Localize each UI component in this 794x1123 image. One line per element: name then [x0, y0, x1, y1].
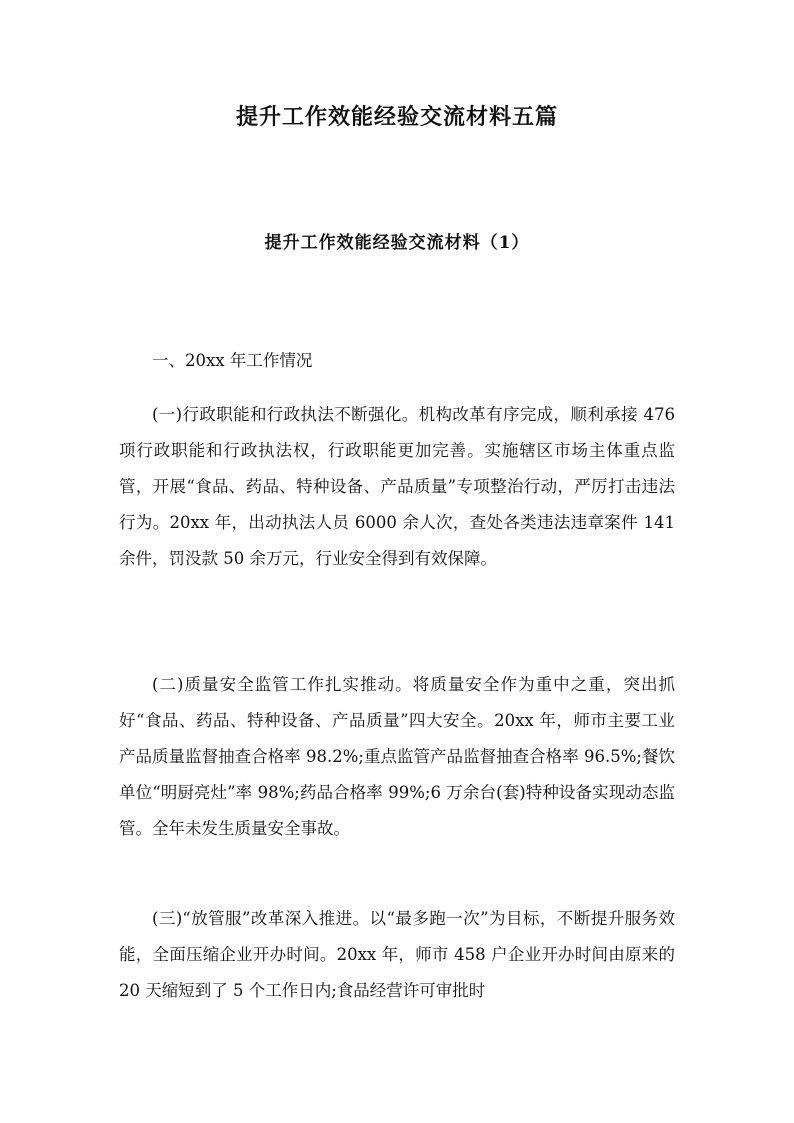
paragraph-3: (三)“放管服”改革深入推进。以“最多跑一次”为目标，不断提升服务效能，全面压缩企业开办时间。20xx 年，师市 458 户企业开办时间由原来的 20 天缩短到了 5 个工作日内;食品经营许可审批时 — [119, 909, 675, 1000]
document-subtitle: 提升工作效能经验交流材料（1） — [264, 233, 530, 253]
document-title: 提升工作效能经验交流材料五篇 — [235, 104, 558, 130]
section-heading: 一、20xx 年工作情况 — [152, 351, 313, 370]
paragraph-2: (二)质量安全监管工作扎实推动。将质量安全作为重中之重，突出抓好“食品、药品、特种设备、产品质量”四大安全。20xx 年，师市主要工业产品质量监督抽查合格率 98.2%;重点监管产品监督抽查合格率 96.5%;餐饮单位“明厨亮灶”率 98%;药品合格率 99%;6 万余台(套)特种设备实现动态监管。全年未发生质量安全事故。 — [119, 675, 675, 838]
paragraph-1: (一)行政职能和行政执法不断强化。机构改革有序完成，顺利承接 476 项行政职能和行政执法权，行政职能更加完善。实施辖区市场主体重点监管，开展“食品、药品、特种设备、产品质量”专项整治行动，严厉打击违法行为。20xx 年，出动执法人员 6000 余人次，查处各类违法违章案件 141 余件，罚没款 50 余万元，行业安全得到有效保障。 — [119, 405, 675, 568]
